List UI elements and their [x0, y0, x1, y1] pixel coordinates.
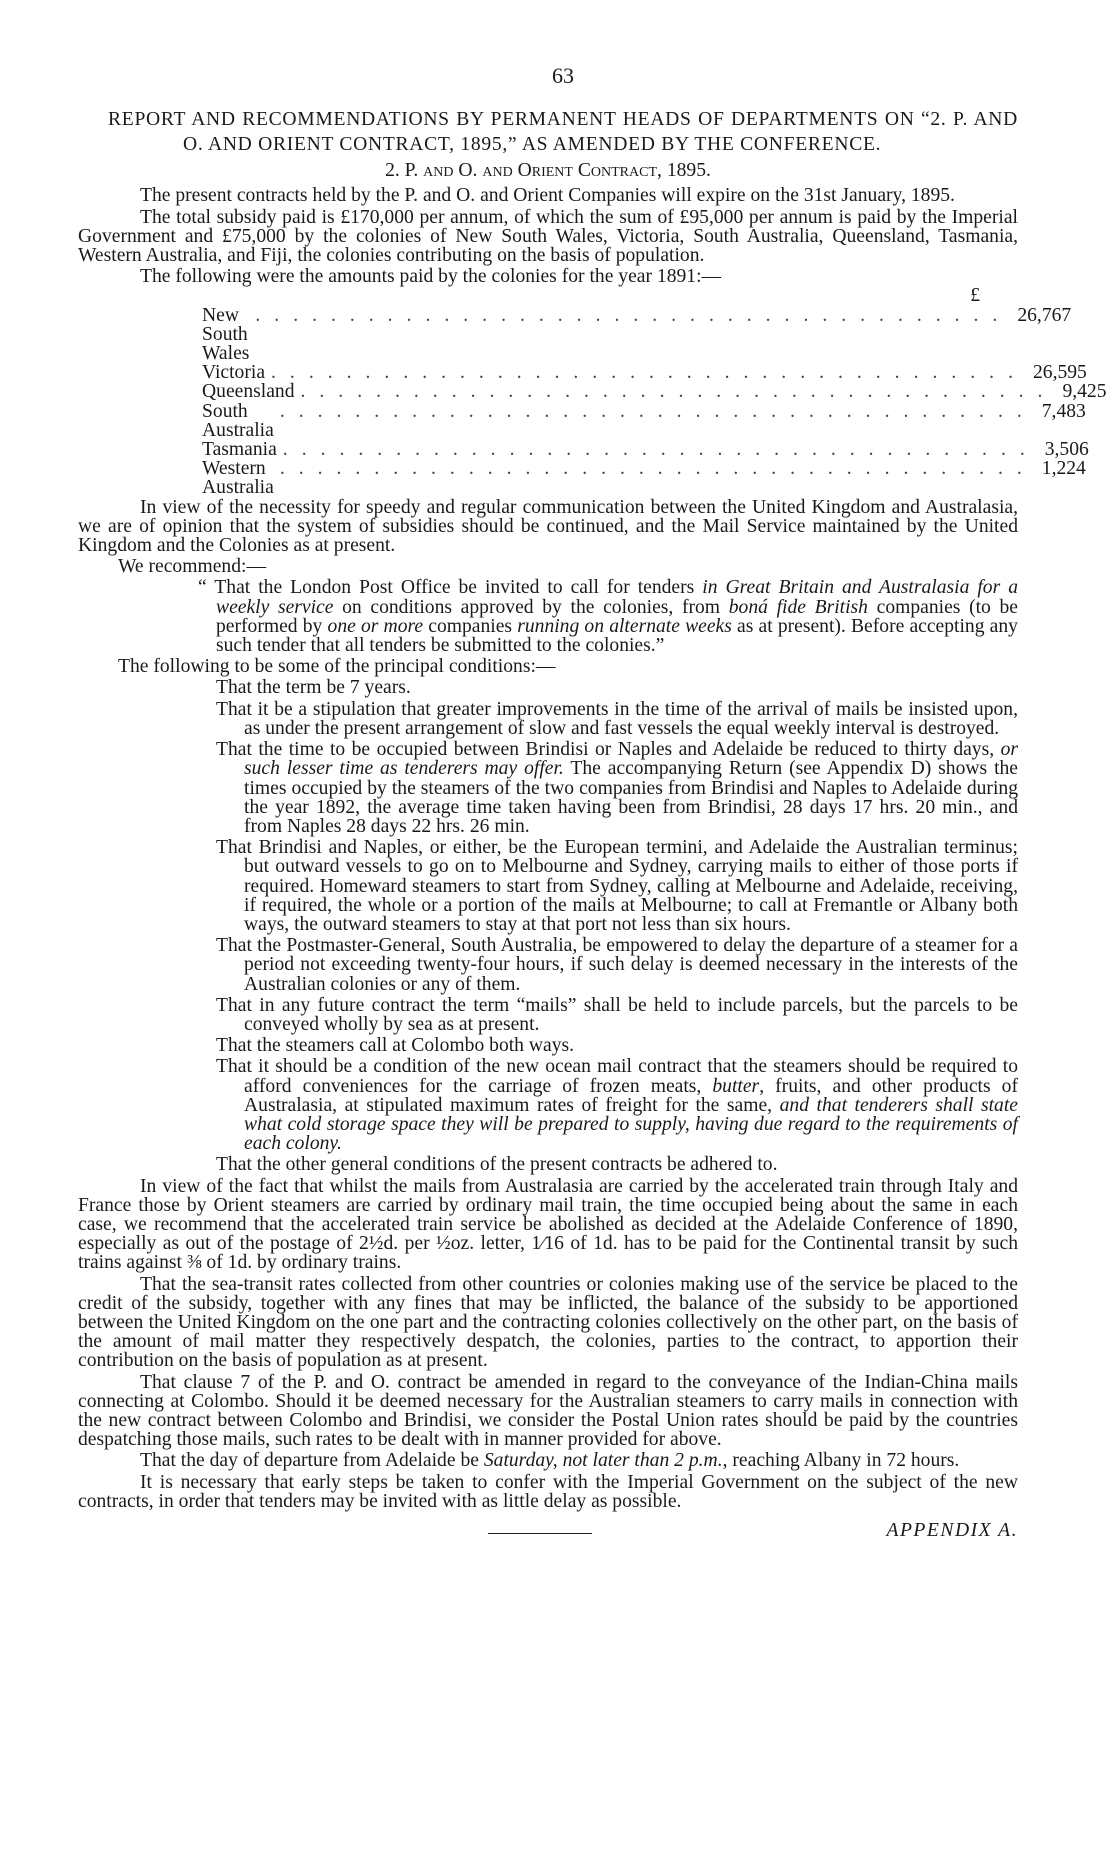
appendix-label: APPENDIX A.: [886, 1520, 1018, 1542]
paragraph-departure-day: [78, 1451, 1018, 1470]
quoted-recommendation: [78, 578, 1018, 655]
quote-emphasis: running on alternate weeks: [517, 615, 732, 637]
dot-leader: ........................................: [271, 362, 1027, 384]
colony-amount: 1,224: [1041, 458, 1086, 480]
table-row: [202, 400, 1086, 441]
dot-leader: ........................................: [279, 400, 1036, 422]
paragraph-speedy-communication: In view of the necessity for speedy and regular communication between the United Kingdom and Australasia, we are of opinion that the system of subsidies should be continued, and the Mail Service maintained by the United Kingdom and the Colonies as at present.: [78, 496, 1018, 557]
paragraph-sea-transit: That the sea-transit rates collected from other countries or colonies making use of the service be placed to the credit of the subsidy, together with any fines that may be inflicted, the balance of the subsidy to be apportioned between the United Kingdom on the one part and the contracting colonies collectively on the other part, on the basis of the amount of mail matter they respectively despatch, the colonies, parties to the contract, to apportion their contribution on the basis of population as at present.: [78, 1273, 1018, 1372]
table-row: [202, 304, 1072, 365]
condition-delay: That the Postmaster-General, South Australia, be empowered to delay the departure of a steamer for a period not exceeding twenty-four hours, if such delay is deemed necessary in the interests of the Australian colonies or any of them.: [216, 935, 1018, 995]
paragraph-contracts-expire: The present contracts held by the P. and O. and Orient Companies will expire on the 31st January, 1895.: [140, 185, 955, 207]
dot-leader: ........................................: [279, 458, 1036, 480]
quote-text: companies (to be performed by: [216, 596, 1019, 637]
paragraph-emphasis: Saturday, not later than 2 p.m.: [483, 1450, 723, 1472]
colony-amount: 7,483: [1041, 400, 1086, 422]
dot-leader: ........................................: [282, 439, 1039, 461]
paragraph-total-subsidy: The total subsidy paid is £170,000 per annum, of which the sum of £95,000 per annum is paid by the Imperial Government and £75,000 by the colonies of New South Wales, Victoria, South Australia, Queensland, Tasmania, Western Australia, and Fiji, the colonies contributing on the basis of population.: [78, 206, 1018, 267]
paragraph-clause-7: That clause 7 of the P. and O. contract be amended in regard to the conveyance of the Indian-China mails connecting at Colombo. Should it be deemed necessary for the Australian steamers to carry mails in connection with the new contract between Colombo and Brindisi, we consider the Postal Union rates should be paid by the countries despatching those mails, such rates to be dealt with in manner provided for above.: [78, 1371, 1018, 1451]
condition-emphasis: and that tenderers shall state what cold storage space they will be prepared to supply, having due regard to the requirements of each colony.: [244, 1094, 1018, 1155]
paragraph-amounts-intro: The following were the amounts paid by the colonies for the year 1891:—: [140, 266, 722, 288]
condition-emphasis: butter: [712, 1075, 760, 1097]
quote-text: as at present). Before accepting any such tender that all tenders be submitted to the colonies.”: [216, 615, 1018, 657]
colony-amount: 26,595: [1032, 362, 1087, 384]
paragraph-text: That the day of departure from Adelaide be: [140, 1450, 484, 1472]
condition-term: That the term be 7 years.: [216, 677, 411, 699]
paragraph-early-steps: It is necessary that early steps be taken to confer with the Imperial Government on the subject of the new contracts, in order that tenders may be invited with as little delay as possible.: [78, 1471, 1018, 1512]
quote-emphasis: in Great Britain and Australasia for a weekly service: [216, 577, 1018, 618]
condition-text: The accompanying Return (see Appendix D) shows the times occupied by the steamers of the two companies from Brindisi and Naples to Adelaide during the year 1892, the average time taken having been from Brindisi, 28 days 17 hrs. 20 min., and from Naples 28 days 22 hrs. 26 min.: [244, 758, 1019, 837]
colony-name: New South Wales: [202, 304, 250, 365]
condition-emphasis: or such lesser time as tenderers may offer.: [244, 739, 1018, 780]
colony-name: Western Australia: [202, 458, 274, 499]
condition-frozen-meats: [78, 1057, 1018, 1153]
dot-leader: ........................................: [300, 381, 1057, 403]
colony-payments-table: [202, 285, 1107, 499]
divider-rule: [488, 1533, 592, 1534]
dot-leader: ........................................: [255, 304, 1012, 326]
conditions-intro: The following to be some of the principal conditions:—: [118, 656, 556, 678]
paragraph-accelerated-train: In view of the fact that whilst the mails from Australasia are carried by the accelerated train through Italy and France those by Orient steamers are carried by ordinary mail train, the time occupied being about the same in each case, we recommend that the accelerated train service be abolished as decided at the Adelaide Conference of 1890, especially as out of the postage of 2½d. per ½oz. letter, 1⁄16 of 1d. has to be paid for the Continental transit by such trains against ⅜ of 1d. by ordinary trains.: [78, 1175, 1018, 1274]
quote-emphasis: boná fide British: [728, 596, 868, 618]
colony-amount: 3,506: [1044, 439, 1089, 461]
table-row: [202, 381, 1107, 403]
colony-amount: 26,767: [1017, 304, 1072, 326]
quote-text: “ That the London Post Office be invited to call for tenders: [198, 577, 703, 599]
colony-name: Tasmania: [202, 439, 277, 461]
colony-name: Victoria: [202, 362, 266, 384]
quote-text: companies: [423, 615, 518, 637]
page-number: 63: [552, 63, 574, 88]
colony-name: Queensland: [202, 381, 295, 403]
table-row: [202, 439, 1089, 461]
report-title: REPORT AND RECOMMENDATIONS BY PERMANENT HEADS OF DEPARTMENTS ON “2. P. AND O. AND ORIENT CONTRACT, 1895,” AS AMENDED BY THE CONFERENCE.: [108, 109, 1018, 156]
condition-termini: That Brindisi and Naples, or either, be the European termini, and Adelaide the Australian terminus; but outward vessels to go on to Melbourne and Sydney, carrying mails to either of those ports if required. Homeward steamers to start from Sydney, calling at Melbourne and Adelaide, receiving, if required, the whole or a portion of the mails at Melbourne; to call at Fremantle or Albany both ways, the outward steamers to stay at that port not less than six hours.: [216, 837, 1018, 935]
paragraph-text: , reaching Albany in 72 hours.: [722, 1450, 960, 1472]
condition-text: That the time to be occupied between Brindisi or Naples and Adelaide be reduced to thirty days,: [216, 739, 1001, 761]
condition-parcels: That in any future contract the term “mails” shall be held to include parcels, but the parcels to be conveyed wholly by sea as at present.: [216, 994, 1018, 1035]
section-subheading: 2. P. and O. and Orient Contract, 1895.: [385, 160, 711, 182]
recommend-label: We recommend:—: [118, 556, 267, 578]
condition-general: That the other general conditions of the present contracts be adhered to.: [216, 1154, 778, 1176]
colony-amount: 9,425: [1062, 381, 1107, 403]
quote-emphasis: one or more: [327, 615, 424, 637]
currency-header: £: [970, 285, 980, 307]
condition-colombo: That the steamers call at Colombo both ways.: [216, 1035, 575, 1057]
condition-text: , fruits, and other products of Australasia, at stipulated maximum rates of freight for the same,: [244, 1075, 1019, 1116]
condition-improvements: That it be a stipulation that greater improvements in the time of the arrival of mails be insisted upon, as under the present arrangement of slow and fast vessels the equal weekly interval is destroyed.: [216, 698, 1018, 739]
table-row: [202, 458, 1086, 499]
colony-name: South Australia: [202, 400, 274, 441]
table-row: [202, 362, 1087, 384]
page-footer: [78, 1521, 1018, 1545]
quote-text: on conditions approved by the colonies, from: [333, 596, 729, 618]
condition-text: That it should be a condition of the new ocean mail contract that the steamers should be required to afford conveniences for the carriage of frozen meats,: [216, 1056, 1018, 1097]
condition-time: [78, 740, 1018, 836]
